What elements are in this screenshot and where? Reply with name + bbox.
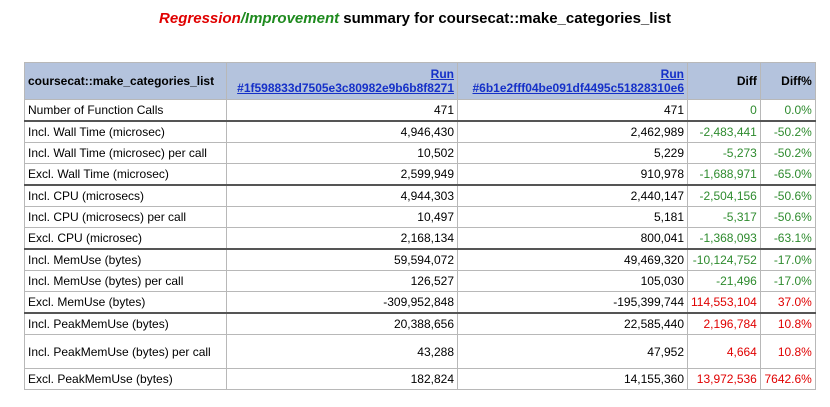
table-row <box>25 313 816 335</box>
title-slash: / <box>240 10 245 27</box>
metric-label: Incl. PeakMemUse (bytes) <box>25 313 227 335</box>
diff-pct-value: -50.2% <box>760 121 815 143</box>
run2-value: 800,041 <box>458 228 688 250</box>
run1-value: 10,502 <box>227 143 458 164</box>
diff-pct-value: -17.0% <box>760 271 815 292</box>
run2-value: -195,399,744 <box>458 292 688 314</box>
run2-value: 910,978 <box>458 164 688 186</box>
run1-label-link[interactable]: Run <box>430 67 454 81</box>
run1-value: 10,497 <box>227 207 458 228</box>
run2-value: 14,155,360 <box>458 369 688 390</box>
diff-pct-header: Diff% <box>760 63 815 100</box>
table-row <box>25 164 816 186</box>
diff-value: 0 <box>688 100 761 122</box>
diff-pct-value: -17.0% <box>760 249 815 271</box>
table-row <box>25 207 816 228</box>
metric-label: Excl. MemUse (bytes) <box>25 292 227 314</box>
run2-value: 22,585,440 <box>458 313 688 335</box>
diff-pct-value: -50.6% <box>760 185 815 207</box>
metric-label-text: Incl. PeakMemUse (bytes) per call <box>28 344 211 359</box>
run2-value: 2,440,147 <box>458 185 688 207</box>
diff-value: -2,483,441 <box>688 121 761 143</box>
table-row <box>25 185 816 207</box>
metric-label: Excl. Wall Time (microsec) <box>25 164 227 186</box>
run2-id-link[interactable]: #6b1e2fff04be091df4495c51828310e6 <box>472 81 684 95</box>
metric-label: Number of Function Calls <box>25 100 227 122</box>
run1-value: -309,952,848 <box>227 292 458 314</box>
metric-label: Incl. CPU (microsecs) per call <box>25 207 227 228</box>
diff-value: 114,553,104 <box>688 292 761 314</box>
table-row <box>25 249 816 271</box>
run2-value: 47,952 <box>458 335 688 369</box>
function-name-header: coursecat::make_categories_list <box>25 63 227 100</box>
table-row <box>25 121 816 143</box>
diff-value: 13,972,536 <box>688 369 761 390</box>
diff-pct-value: 10.8% <box>760 313 815 335</box>
run2-value: 49,469,320 <box>458 249 688 271</box>
run1-value: 2,168,134 <box>227 228 458 250</box>
run1-value: 4,946,430 <box>227 121 458 143</box>
diff-value: -1,368,093 <box>688 228 761 250</box>
diff-value: -5,273 <box>688 143 761 164</box>
table-row <box>25 292 816 314</box>
diff-value: -10,124,752 <box>688 249 761 271</box>
metric-label: Incl. Wall Time (microsec) per call <box>25 143 227 164</box>
diff-pct-value: 10.8% <box>760 335 815 369</box>
run1-value: 4,944,303 <box>227 185 458 207</box>
title-rest: summary for coursecat::make_categories_list <box>339 10 671 27</box>
diff-value: -5,317 <box>688 207 761 228</box>
metric-label: Incl. Wall Time (microsec) <box>25 121 227 143</box>
metric-label: Incl. MemUse (bytes) <box>25 249 227 271</box>
run1-header <box>227 63 458 100</box>
table-row <box>25 271 816 292</box>
diff-pct-value: -65.0% <box>760 164 815 186</box>
run1-value: 59,594,072 <box>227 249 458 271</box>
diff-pct-value: -50.6% <box>760 207 815 228</box>
run1-value: 471 <box>227 100 458 122</box>
diff-value: 4,664 <box>688 335 761 369</box>
run2-value: 105,030 <box>458 271 688 292</box>
diff-value: -1,688,971 <box>688 164 761 186</box>
metric-label: Incl. MemUse (bytes) per call <box>25 271 227 292</box>
summary-table <box>24 62 816 390</box>
run1-value: 43,288 <box>227 335 458 369</box>
table-row <box>25 100 816 122</box>
run2-value: 471 <box>458 100 688 122</box>
table-row <box>25 369 816 390</box>
diff-value: -2,504,156 <box>688 185 761 207</box>
run1-value: 2,599,949 <box>227 164 458 186</box>
run1-value: 182,824 <box>227 369 458 390</box>
table-row <box>25 228 816 250</box>
table-row <box>25 335 816 369</box>
diff-pct-value: -63.1% <box>760 228 815 250</box>
table-header-row <box>25 63 816 100</box>
run1-value: 126,527 <box>227 271 458 292</box>
run2-header <box>458 63 688 100</box>
run1-id-link[interactable]: #1f598833d7505e3c80982e9b6b8f8271 <box>237 81 454 95</box>
diff-pct-value: 37.0% <box>760 292 815 314</box>
metric-label: Incl. CPU (microsecs) <box>25 185 227 207</box>
table-row <box>25 143 816 164</box>
diff-pct-value: 7642.6% <box>760 369 815 390</box>
run2-label-link[interactable]: Run <box>660 67 684 81</box>
run2-value: 5,229 <box>458 143 688 164</box>
run1-value: 20,388,656 <box>227 313 458 335</box>
metric-label <box>25 335 227 369</box>
title-improvement: Improvement <box>244 10 340 27</box>
diff-value: 2,196,784 <box>688 313 761 335</box>
run2-value: 5,181 <box>458 207 688 228</box>
diff-pct-value: 0.0% <box>760 100 815 122</box>
metric-label: Excl. CPU (microsec) <box>25 228 227 250</box>
diff-header: Diff <box>688 63 761 100</box>
metric-label: Excl. PeakMemUse (bytes) <box>25 369 227 390</box>
page-title <box>0 10 830 27</box>
title-regression: Regression <box>159 10 241 27</box>
run2-value: 2,462,989 <box>458 121 688 143</box>
diff-value: -21,496 <box>688 271 761 292</box>
diff-pct-value: -50.2% <box>760 143 815 164</box>
